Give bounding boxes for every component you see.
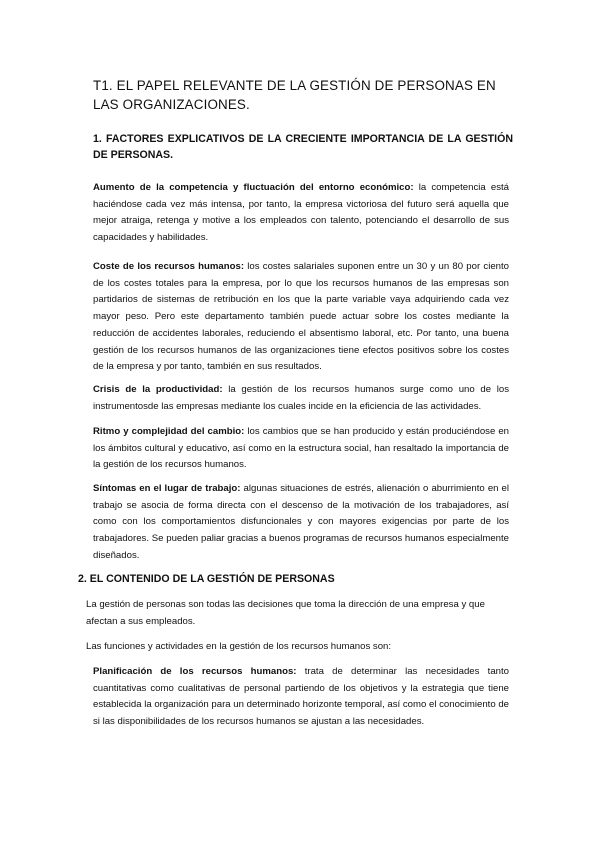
section-1-heading: 1. FACTORES EXPLICATIVOS DE LA CRECIENTE IMPORTANCIA DE LA GESTIÓN DE PERSONAS. bbox=[93, 133, 513, 161]
text-productividad: la gestión de los recursos humanos surge como uno de los instrumentosde las empresas mediante los cuales incide en la eficiencia de las actividades. bbox=[93, 384, 509, 412]
text-coste: los costes salariales suponen entre un 30 y un 80 por ciento de los costes totales para la empresa, por lo que los recursos humanos de las empresas son partidarios de sistemas de retribución en los que la parte variable vaya adquiriendo cada vez mayor peso. Pero este departamento también puede actuar sobre los costes mediante la reducción de accidentes laborales, reduciendo el absentismo laboral, etc. Por tanto, una buena gestión de los recursos humanos de las organizaciones tiene efectos positivos sobre los costes de la empresa y por tanto, también en sus resultados. bbox=[93, 261, 510, 373]
section-2-heading: 2. EL CONTENIDO DE LA GESTIÓN DE PERSONAS bbox=[78, 573, 335, 585]
text-planificacion: trata de determinar las necesidades tanto cuantitativas como cualitativas de personal partiendo de los objetivos y la estrategia que tiene establecida la organización para un determinado horizonte temporal, así como el conocimiento de si las disponibilidades de los recursos humanos se ajustan a las necesidades. bbox=[93, 666, 509, 728]
term-competencia: Aumento de la competencia y fluctuación del entorno económico: bbox=[93, 182, 414, 193]
section-2-lead: Las funciones y actividades en la gestión de los recursos humanos son: bbox=[86, 641, 392, 652]
term-planificacion: Planificación de los recursos humanos: bbox=[93, 666, 297, 677]
text-ritmo: los cambios que se han producido y están produciéndose en los ámbitos cultural y educativo, así como en la estructura social, han resaltado la importancia de la gestión de los recursos humanos. bbox=[93, 426, 510, 471]
paragraph-planificacion bbox=[93, 664, 509, 731]
paragraph-coste bbox=[93, 259, 509, 376]
section-2-intro: La gestión de personas son todas las decisiones que toma la dirección de una empresa y que afectan a sus empleados. bbox=[86, 599, 485, 627]
paragraph-sintomas bbox=[93, 481, 509, 565]
term-coste: Coste de los recursos humanos: bbox=[93, 261, 245, 272]
paragraph-ritmo bbox=[93, 424, 509, 474]
paragraph-productividad bbox=[93, 382, 509, 415]
term-ritmo: Ritmo y complejidad del cambio: bbox=[93, 426, 245, 437]
term-productividad: Crisis de la productividad: bbox=[93, 384, 223, 395]
text-sintomas: algunas situaciones de estrés, alienación o aburrimiento en el trabajo se asocia de forma directa con el descenso de la motivación de los trabajadores, así como con los comportamientos disfuncionales y con mayores exigencias por parte de los trabajadores. Se pueden paliar gracias a buenos programas de recursos humanos especialmente diseñados. bbox=[93, 483, 510, 561]
term-sintomas: Síntomas en el lugar de trabajo: bbox=[93, 483, 241, 494]
document-title: T1. EL PAPEL RELEVANTE DE LA GESTIÓN DE PERSONAS EN LAS ORGANIZACIONES. bbox=[93, 78, 496, 112]
text-competencia: la competencia está haciéndose cada vez más intensa, por tanto, la empresa victoriosa del futuro será aquella que mejor atraiga, retenga y motive a los empleados con talento, potenciando el desarrollo de sus capacidades y habilidades. bbox=[93, 182, 510, 244]
paragraph-competencia bbox=[93, 180, 509, 247]
